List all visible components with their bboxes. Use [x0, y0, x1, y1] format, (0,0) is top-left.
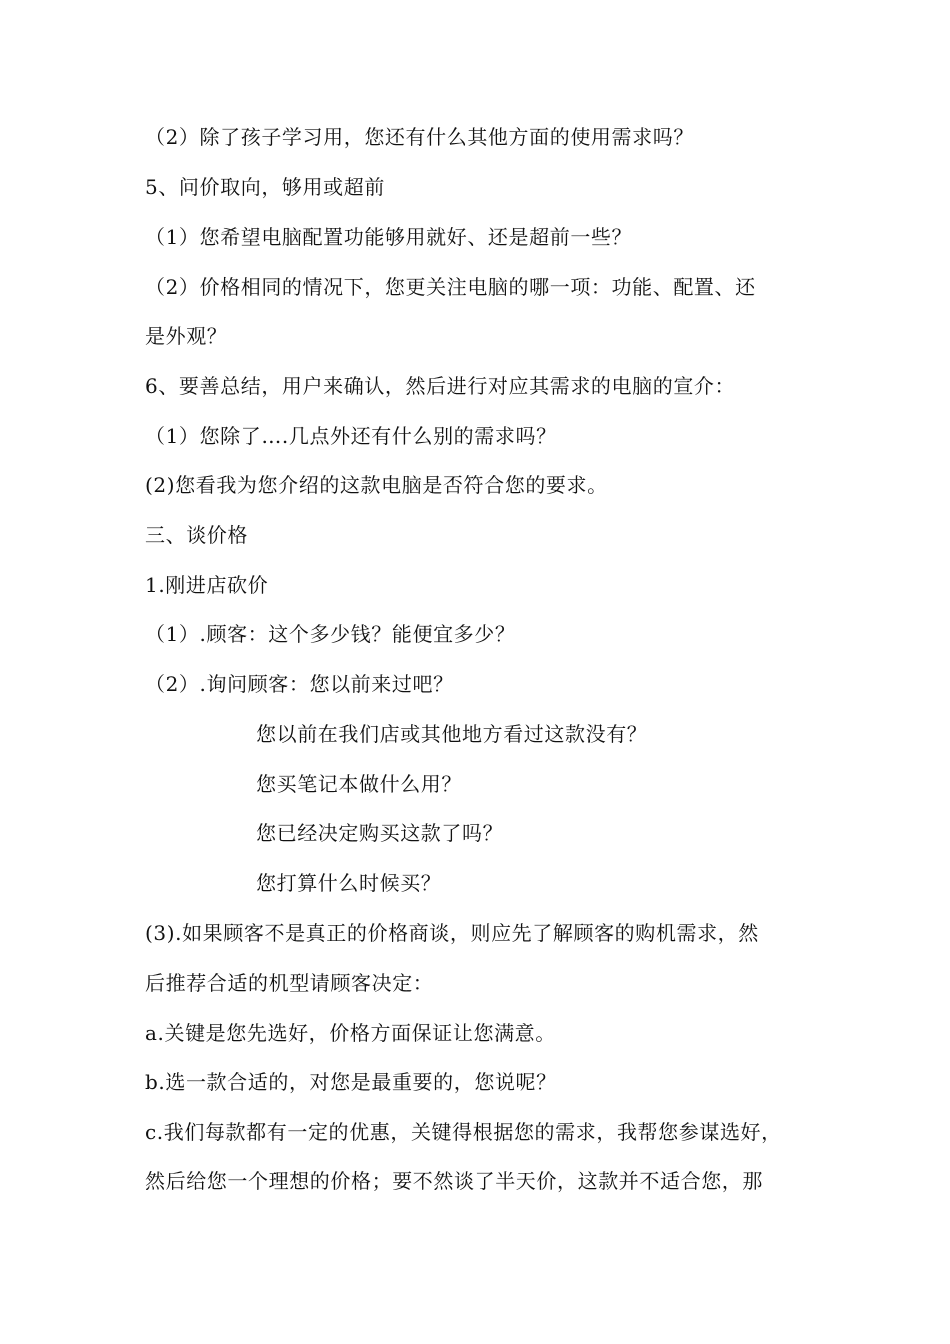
text-line-19: a.关键是您先选好，价格方面保证让您满意。 — [145, 1021, 556, 1045]
text-line-8: (2)您看我为您介绍的这款电脑是否符合您的要求。 — [145, 473, 608, 497]
text-line-5: 是外观？ — [145, 324, 228, 348]
text-line-20: b.选一款合适的，对您是最重要的，您说呢？ — [145, 1070, 557, 1094]
text-line-7: （1）您除了….几点外还有什么别的需求吗？ — [145, 424, 557, 448]
text-line-11: （1）.顾客：这个多少钱？能便宜多少？ — [145, 622, 516, 646]
text-line-4: （2）价格相同的情况下，您更关注电脑的哪一项：功能、配置、还 — [145, 275, 756, 299]
text-line-16: 您打算什么时候买？ — [256, 871, 442, 895]
text-line-2: 5、问价取向，够用或超前 — [145, 175, 385, 199]
text-line-15: 您已经决定购买这款了吗？ — [256, 821, 504, 845]
text-line-6: 6、要善总结，用户来确认，然后进行对应其需求的电脑的宣介： — [145, 374, 736, 398]
text-line-1: （2）除了孩子学习用，您还有什么其他方面的使用需求吗？ — [145, 125, 694, 149]
text-line-12: （2）.询问顾客：您以前来过吧？ — [145, 672, 454, 696]
text-line-14: 您买笔记本做什么用？ — [256, 772, 462, 796]
section-heading: 三、谈价格 — [145, 523, 248, 547]
text-line-22: 然后给您一个理想的价格；要不然谈了半天价，这款并不适合您，那 — [145, 1169, 763, 1193]
text-line-17: (3).如果顾客不是真正的价格商谈，则应先了解顾客的购机需求，然 — [145, 921, 759, 945]
text-line-10: 1.刚进店砍价 — [145, 573, 269, 597]
text-line-13: 您以前在我们店或其他地方看过这款没有？ — [256, 722, 648, 746]
text-line-3: （1）您希望电脑配置功能够用就好、还是超前一些？ — [145, 225, 633, 249]
text-line-18: 后推荐合适的机型请顾客决定： — [145, 971, 434, 995]
text-line-21: c.我们每款都有一定的优惠，关键得根据您的需求，我帮您参谋选好， — [145, 1120, 782, 1144]
